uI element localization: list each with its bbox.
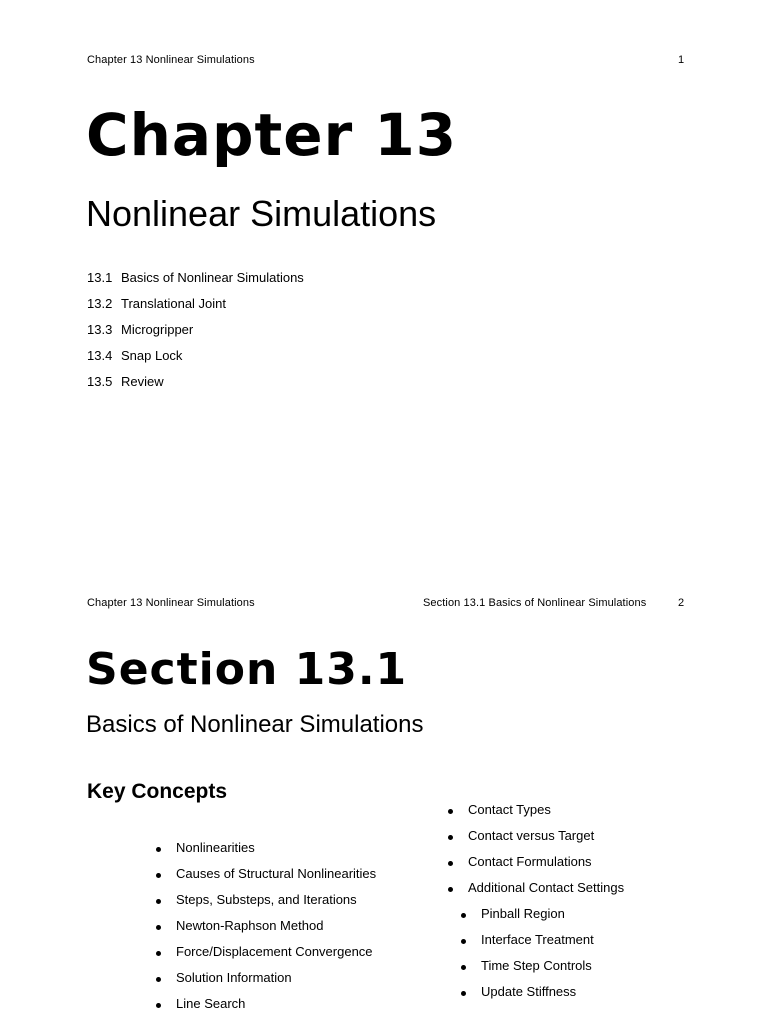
list-item: Update Stiffness [481,984,594,1010]
toc-number: 13.3 [87,322,113,337]
toc-item [87,270,304,296]
toc-number: 13.2 [87,296,113,311]
list-item: Pinball Region [481,906,594,932]
toc-number: 13.4 [87,348,113,363]
list-item: Additional Contact Settings [468,880,624,906]
toc-label: Translational Joint [121,296,227,311]
list-item: Newton-Raphson Method [176,918,376,944]
key-concepts-left-list [176,840,376,1022]
list-item: Interface Treatment [481,932,594,958]
key-concepts-right-list [468,802,624,906]
contact-settings-sublist [481,906,594,1010]
page1-running-header: Chapter 13 Nonlinear Simulations [87,54,255,66]
toc-item [87,348,304,374]
chapter-subtitle: Nonlinear Simulations [86,193,437,234]
list-item: Line Search [176,996,376,1022]
toc-label: Review [121,374,164,389]
list-item: Contact versus Target [468,828,624,854]
toc-label: Basics of Nonlinear Simulations [121,270,304,285]
toc-item [87,322,304,348]
toc-item [87,296,304,322]
list-item: Steps, Substeps, and Iterations [176,892,376,918]
section-subtitle: Basics of Nonlinear Simulations [86,711,424,738]
toc-number: 13.1 [87,270,113,285]
list-item: Contact Types [468,802,624,828]
toc-item [87,374,304,400]
toc-label: Snap Lock [121,348,183,363]
list-item: Causes of Structural Nonlinearities [176,866,376,892]
chapter-toc [87,270,304,400]
list-item: Time Step Controls [481,958,594,984]
page2-section-header: Section 13.1 Basics of Nonlinear Simulations [423,597,647,609]
toc-label: Microgripper [121,322,194,337]
toc-number: 13.5 [87,374,113,389]
list-item: Nonlinearities [176,840,376,866]
section-title: Section 13.1 [86,644,408,695]
list-item: Solution Information [176,970,376,996]
list-item: Force/Displacement Convergence [176,944,376,970]
page2-page-number: 2 [678,597,685,609]
list-item: Contact Formulations [468,854,624,880]
page2-running-header: Chapter 13 Nonlinear Simulations [87,597,255,609]
key-concepts-heading: Key Concepts [87,780,228,803]
page1-page-number: 1 [678,54,685,66]
chapter-title: Chapter 13 [86,101,458,169]
